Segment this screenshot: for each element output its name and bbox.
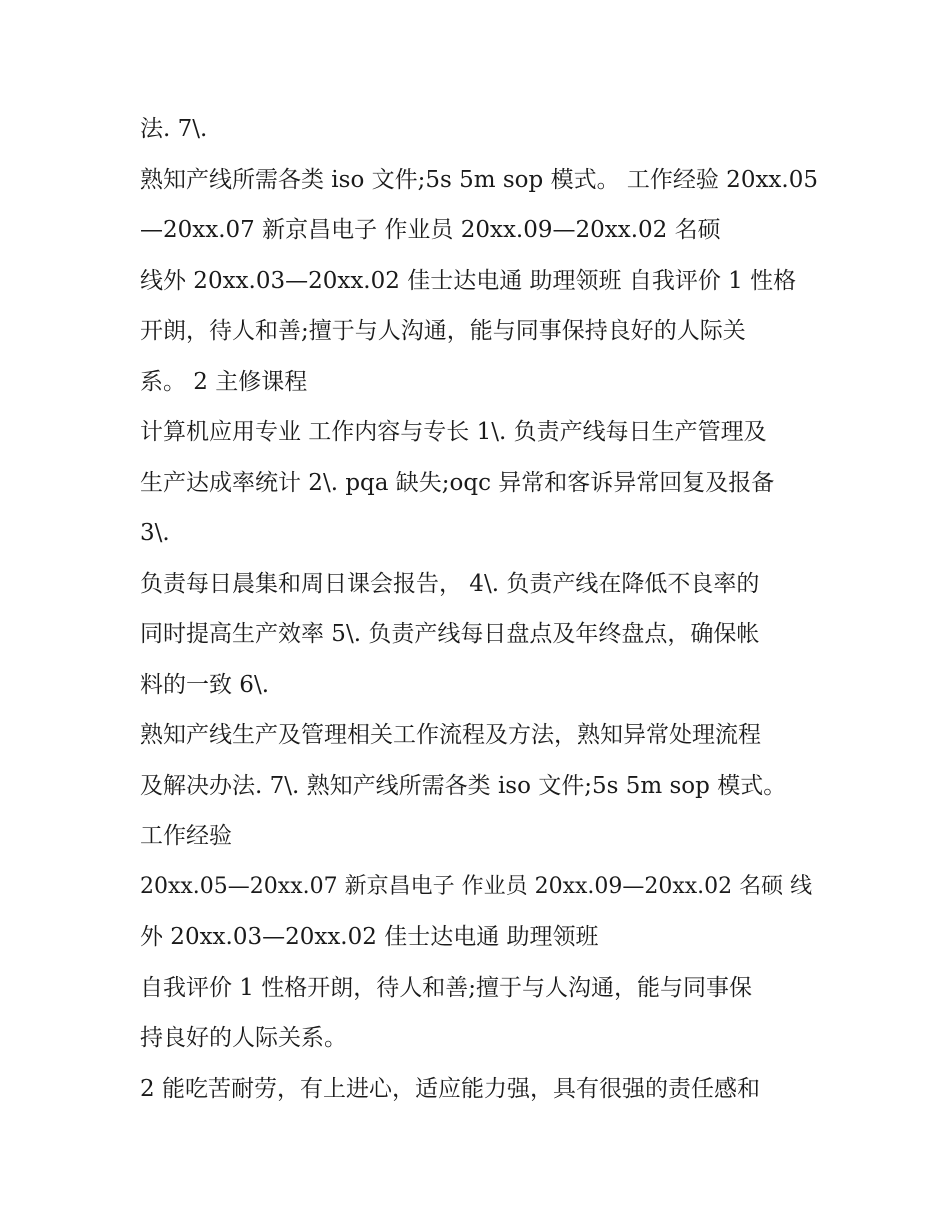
- text-line: 20xx.05—20xx.07 新京昌电子 作业员 20xx.09—20xx.02 名硕 线: [140, 873, 813, 899]
- text-line: 计算机应用专业 工作内容与专长 1\. 负责产线每日生产管理及: [140, 419, 767, 445]
- section-heading: 工作经验: [140, 823, 232, 849]
- text-line: 自我评价 1 性格开朗，待人和善;擅于与人沟通，能与同事保: [140, 974, 753, 1001]
- text-line: 法. 7\.: [140, 116, 208, 142]
- text-line: 系。 2 主修课程: [140, 368, 308, 395]
- text-line: 料的一致 6\.: [140, 671, 270, 698]
- text-line: 线外 20xx.03—20xx.02 佳士达电通 助理领班 自我评价 1 性格: [140, 267, 797, 294]
- text-line: 生产达成率统计 2\. pqa 缺失;oqc 异常和客诉异常回复及报备: [140, 469, 775, 496]
- document-body: [140, 104, 820, 1114]
- text-line: 2 能吃苦耐劳，有上进心，适应能力强，具有很强的责任感和: [140, 1075, 760, 1102]
- text-line: 持良好的人际关系。: [140, 1025, 347, 1051]
- text-line: 同时提高生产效率 5\. 负责产线每日盘点及年终盘点，确保帐: [140, 621, 760, 647]
- text-line: 熟知产线生产及管理相关工作流程及方法，熟知异常处理流程: [140, 722, 761, 748]
- text-line: 3\.: [140, 520, 170, 546]
- text-line: 及解决办法. 7\. 熟知产线所需各类 iso 文件;5s 5m sop 模式。: [140, 772, 787, 799]
- text-line: 负责每日晨集和周日课会报告， 4\. 负责产线在降低不良率的: [140, 570, 760, 597]
- text-line: 外 20xx.03—20xx.02 佳士达电通 助理领班: [140, 924, 599, 950]
- text-line: —20xx.07 新京昌电子 作业员 20xx.09—20xx.02 名硕: [140, 217, 721, 243]
- text-line: 熟知产线所需各类 iso 文件;5s 5m sop 模式。 工作经验 20xx.05: [140, 166, 818, 193]
- text-line: 开朗，待人和善;擅于与人沟通，能与同事保持良好的人际关: [140, 318, 746, 344]
